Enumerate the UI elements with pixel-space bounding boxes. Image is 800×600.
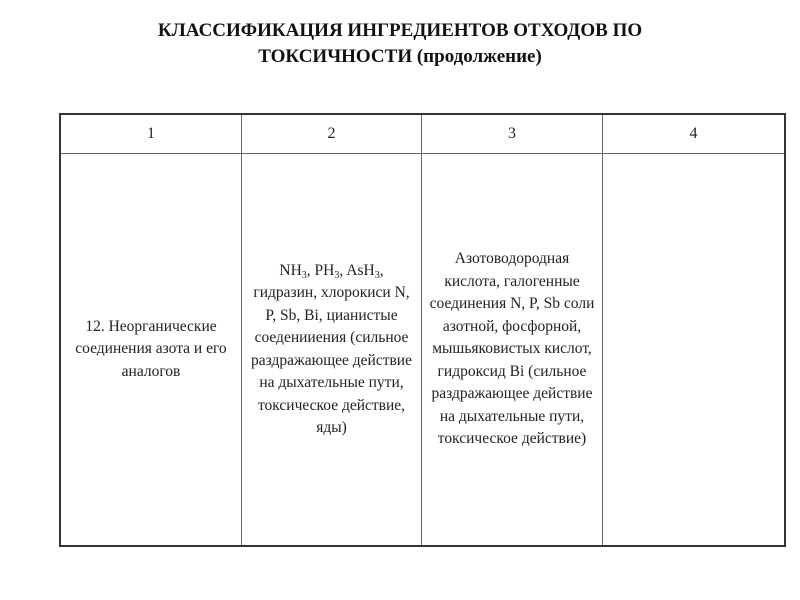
- cell-empty: [603, 154, 786, 547]
- title-line-2: [0, 44, 800, 70]
- formula-line: $NH_3$, $PH_3$, AsH$_3$,: [279, 261, 384, 281]
- toxicity-classification-table: [59, 113, 786, 547]
- header-cell-2: 2: [242, 114, 422, 154]
- page-title: [0, 18, 800, 70]
- table-row: [60, 154, 785, 547]
- compounds-text: гидразин, хлорокиси N, P, Sb, Bi, цианистые соеденииения (сильное раздражающее действие на дыхательные пути, токсическое действие, яды): [251, 284, 412, 436]
- title-continuation: (продолжение): [416, 46, 542, 67]
- header-cell-1: 1: [60, 114, 242, 154]
- title-main: ТОКСИЧНОСТИ: [258, 46, 413, 67]
- header-cell-3: 3: [422, 114, 603, 154]
- header-cell-4: 4: [603, 114, 786, 154]
- category-text: 12. Неорганические соединения азота и его аналогов: [75, 317, 227, 380]
- title-line-1: КЛАССИФИКАЦИЯ ИНГРЕДИЕНТОВ ОТХОДОВ ПО: [157, 20, 643, 41]
- compounds-2-text: Азотоводородная кислота, галогенные соединения N, P, Sb соли азотной, фосфорной, мышьяковистых кислот, гидроксид Bi (сильное раздражающее действие на дыхательные пути, токсическое действие): [429, 250, 595, 448]
- cell-compounds-2: [422, 154, 603, 547]
- table-header-row: [60, 114, 785, 154]
- cell-compounds: [242, 154, 422, 547]
- cell-category: [60, 154, 242, 547]
